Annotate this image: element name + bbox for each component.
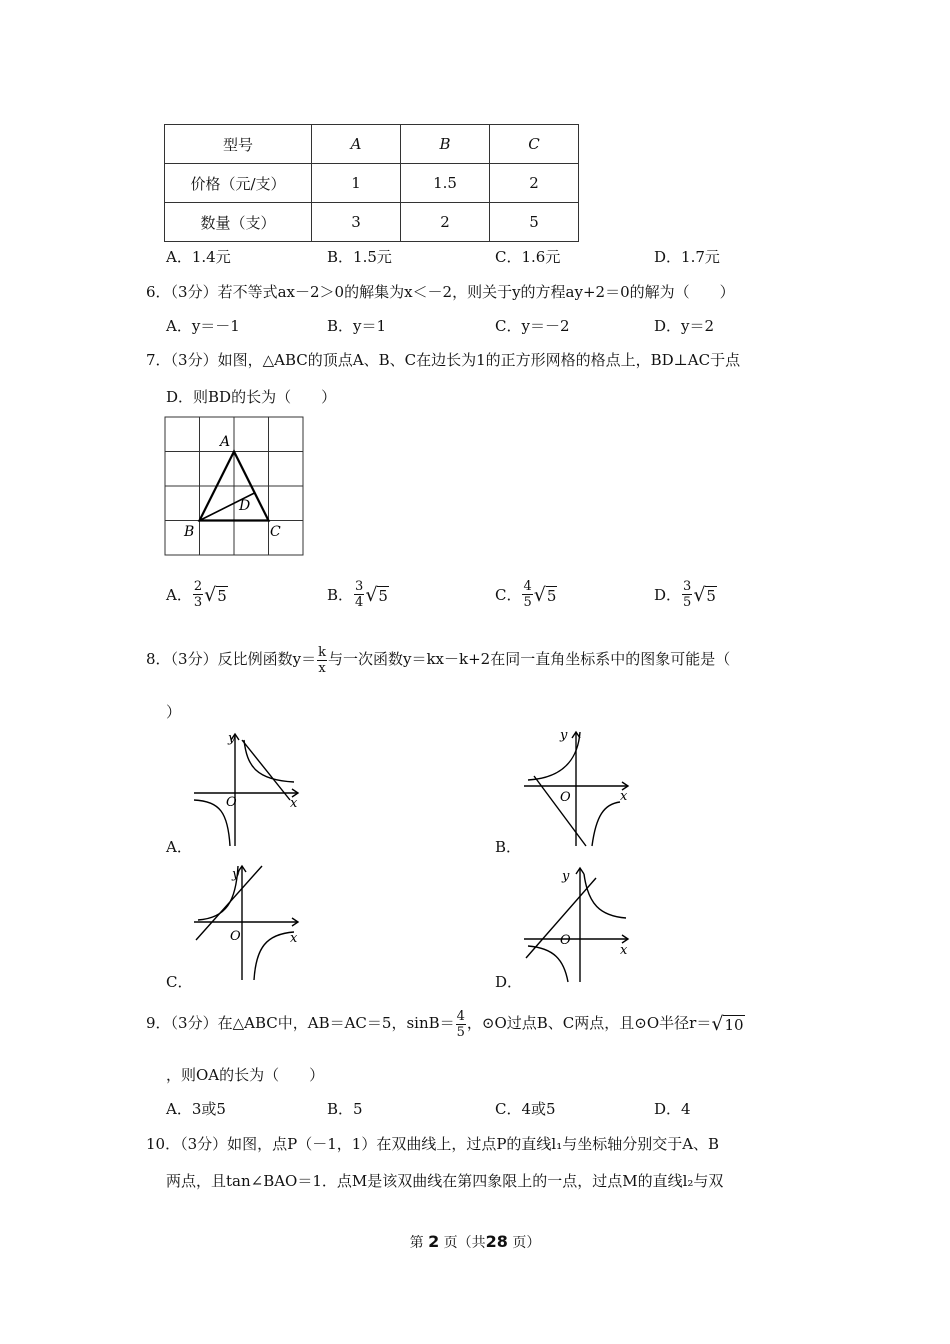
table-row: [165, 203, 579, 242]
q6-option-a: A．y＝－1: [166, 317, 240, 335]
table-cell: 5: [490, 203, 579, 242]
page-footer: [0, 1232, 950, 1252]
hyperbola-branch: [528, 732, 580, 780]
table-cell: 3: [312, 203, 401, 242]
footer-text: 页）: [512, 1235, 541, 1251]
q6-option-c: C．y＝－2: [495, 317, 570, 335]
hyperbola-branch: [254, 932, 294, 980]
hyperbola-branch: [528, 946, 568, 982]
fraction-denominator: 3: [193, 595, 203, 610]
q7-text-line2: D．则BD的长为（ ）: [166, 388, 337, 406]
fraction-denominator: 4: [355, 595, 364, 610]
origin-label: O: [560, 790, 571, 805]
radicand: 5: [378, 586, 388, 605]
q8-close-paren: ）: [166, 703, 182, 721]
label-d: D: [239, 498, 251, 514]
price-table: [164, 124, 579, 242]
linear-function-line: [242, 740, 290, 800]
question-stem: 如图，△ABC的顶点A、B、C在边长为1的正方形网格的格点上，BD⊥AC于点: [217, 351, 741, 369]
table-cell: A: [312, 125, 401, 164]
q8-option-a: A．: [166, 838, 192, 856]
fraction: [193, 580, 203, 609]
question-stem: 若不等式ax－2＞0的解集为x＜－2，则关于y的方程ay+2＝0的解为（ ）: [217, 283, 735, 301]
fraction: [522, 580, 532, 609]
q6-option-b: B．y＝1: [327, 317, 387, 335]
q9-option-a: A．3或5: [166, 1100, 226, 1118]
square-root: √10: [711, 1012, 744, 1035]
q8-option-c: C．: [166, 973, 193, 991]
q8-graph-b: [520, 728, 640, 850]
axis-label-y: y: [232, 867, 240, 882]
radicand: 5: [217, 586, 227, 605]
axis-label-x: x: [620, 943, 628, 958]
axis-label-x: x: [290, 931, 298, 946]
footer-text: 页（共: [443, 1235, 486, 1251]
fraction-denominator: 5: [456, 1024, 465, 1040]
hyperbola-branch: [584, 874, 626, 918]
page-number: 2: [428, 1232, 440, 1251]
fraction-numerator: 3: [355, 579, 364, 594]
q10-text-line1: [146, 1133, 719, 1154]
q7-option-d: [654, 580, 717, 609]
hyperbola-branch: [194, 800, 230, 846]
question-stem: 反比例函数y＝: [217, 650, 317, 668]
question-stem: ，⊙O过点B、C两点，且⊙O半径r＝: [466, 1014, 712, 1032]
q10-text-line2: 两点，且tan∠BAO＝1．点M是该双曲线在第四象限上的一点，过点M的直线l₂与双: [166, 1172, 724, 1190]
q9-option-b: B．5: [327, 1100, 363, 1118]
fraction: [682, 580, 692, 609]
axis-label-x: x: [290, 796, 298, 811]
axis-label-x: x: [620, 789, 628, 804]
q6-text: [146, 281, 735, 302]
radicand: 10: [724, 1015, 744, 1034]
label-c: C: [270, 524, 281, 540]
table-cell: 1.5: [401, 164, 490, 203]
radicand: 5: [546, 586, 557, 605]
label-a: A: [220, 434, 231, 450]
hyperbola-branch: [244, 740, 294, 782]
q9-text: [146, 1005, 745, 1043]
q8-graph-c: [190, 862, 310, 984]
total-pages: 28: [485, 1232, 508, 1251]
axis-label-y: y: [560, 728, 568, 743]
q5-option-a: A．1.4元: [166, 248, 231, 266]
fraction: [456, 1010, 466, 1039]
table-cell: 1: [312, 164, 401, 203]
fraction-numerator: 4: [456, 1008, 465, 1024]
square-root: √5: [693, 583, 716, 606]
option-letter: B．: [327, 586, 354, 604]
table-cell: B: [401, 125, 490, 164]
question-number: 8．（3分）: [146, 650, 218, 668]
fraction: [354, 580, 364, 609]
q7-option-a: [166, 580, 228, 609]
table-cell: 型号: [165, 125, 312, 164]
table-cell: 数量（支）: [165, 203, 312, 242]
q7-text-line1: [146, 349, 740, 370]
q8-option-b: B．: [495, 838, 522, 856]
fraction-numerator: k: [318, 644, 326, 660]
fraction-denominator: 5: [523, 595, 532, 610]
q5-option-d: D．1.7元: [654, 248, 720, 266]
fraction: [317, 646, 327, 675]
square-root: √5: [533, 583, 557, 606]
fraction-denominator: x: [318, 660, 326, 676]
fraction-denominator: 5: [683, 595, 692, 610]
question-number: 7．（3分）: [146, 351, 218, 369]
q9-text-line2: ，则OA的长为（ ）: [166, 1066, 325, 1084]
question-number: 9．（3分）: [146, 1014, 218, 1032]
q9-option-c: C．4或5: [495, 1100, 556, 1118]
fraction-numerator: 3: [683, 579, 692, 594]
option-letter: A．: [166, 586, 192, 604]
axis-label-y: y: [562, 869, 570, 884]
table-cell: 2: [490, 164, 579, 203]
q8-graph-d: [520, 864, 640, 986]
question-stem: 与一次函数y＝kx－k+2在同一直角坐标系中的图象可能是（: [327, 650, 731, 668]
option-letter: C．: [495, 586, 522, 604]
origin-label: O: [226, 795, 237, 810]
table-cell: 价格（元/支）: [165, 164, 312, 203]
fraction-numerator: 4: [523, 579, 532, 594]
table-row: [165, 164, 579, 203]
question-number: 10．（3分）: [146, 1135, 228, 1153]
origin-label: O: [230, 929, 241, 944]
radicand: 5: [706, 586, 716, 605]
q7-grid-figure: [164, 416, 306, 558]
q8-graph-a: [190, 728, 310, 850]
footer-text: 第: [409, 1235, 424, 1251]
fraction-numerator: 2: [193, 579, 203, 594]
origin-label: O: [560, 933, 571, 948]
q5-option-b: B．1.5元: [327, 248, 392, 266]
q6-option-d: D．y＝2: [654, 317, 715, 335]
table-cell: C: [490, 125, 579, 164]
q5-option-c: C．1.6元: [495, 248, 561, 266]
q7-option-c: [495, 580, 557, 609]
q7-option-b: [327, 580, 389, 609]
question-stem: 如图，点P（－1，1）在双曲线上，过点P的直线l₁与坐标轴分别交于A、B: [227, 1135, 720, 1153]
question-number: 6．（3分）: [146, 283, 218, 301]
table-row: [165, 125, 579, 164]
square-root: √5: [204, 583, 227, 606]
question-stem: 在△ABC中，AB＝AC＝5，sinB＝: [217, 1014, 455, 1032]
label-b: B: [184, 524, 195, 540]
square-root: √5: [365, 583, 388, 606]
table-cell: 2: [401, 203, 490, 242]
q8-option-d: D．: [495, 973, 523, 991]
q9-option-d: D．4: [654, 1100, 691, 1118]
axis-label-y: y: [228, 731, 236, 746]
q8-text: [146, 641, 730, 677]
option-letter: D．: [654, 586, 682, 604]
linear-function-line: [196, 866, 262, 940]
hyperbola-branch: [592, 802, 620, 846]
